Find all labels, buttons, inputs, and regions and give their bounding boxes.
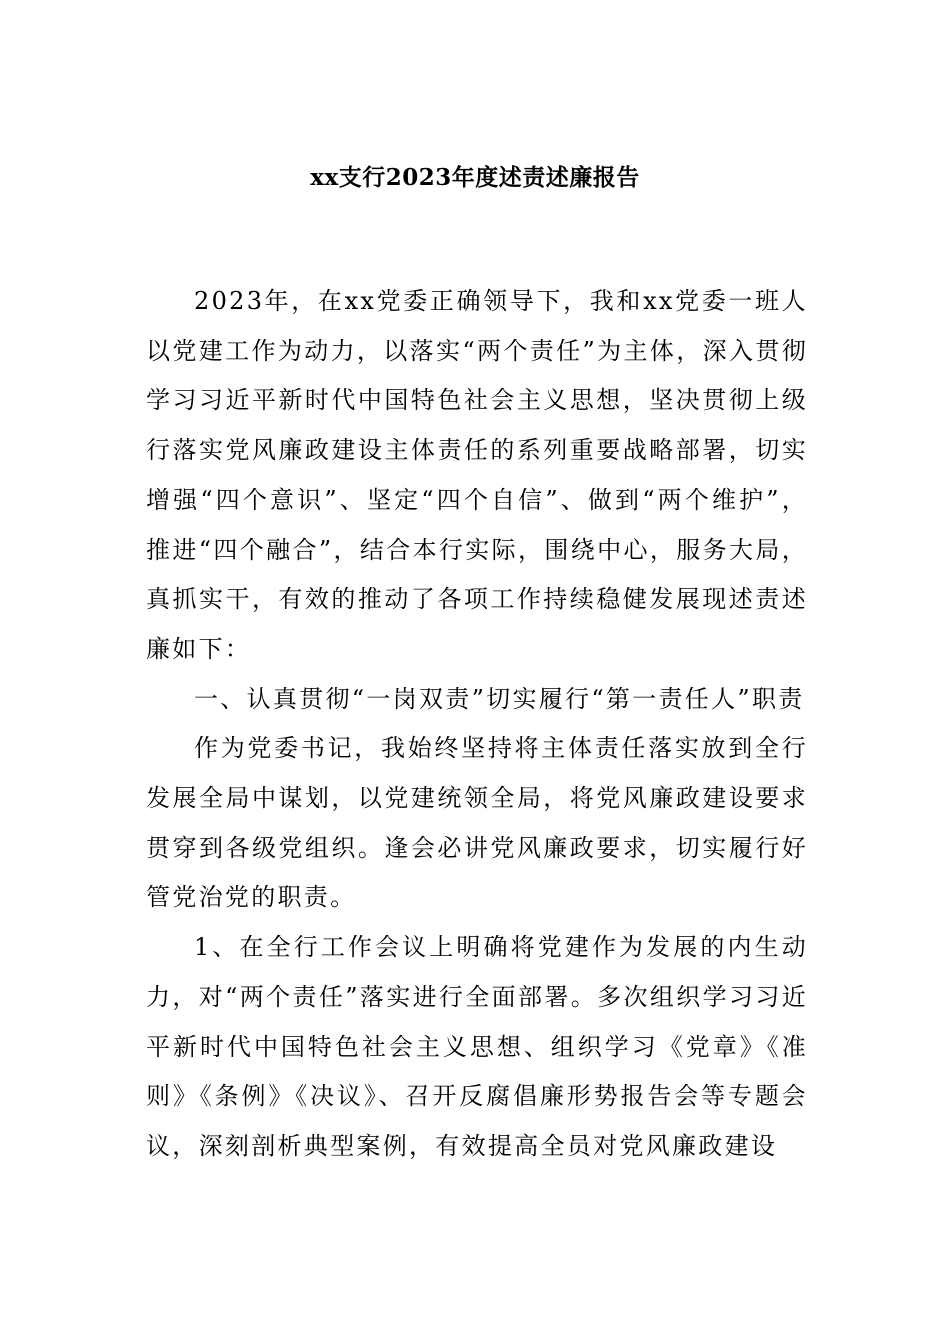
paragraph-item-1: 1、在全行工作会议上明确将党建作为发展的内生动力，对“两个责任”落实进行全面部署。多次组织学习习近平新时代中国特色社会主义思想、组织学习《党章》《准则》《条例》《决议》、召开反腐倡廉形势报告会等专题会议，深刻剖析典型案例，有效提高全员对党风廉政建设 [146,933,808,1160]
document-title: xx支行2023年度述责述廉报告 [310,164,640,191]
paragraph-section-1: 作为党委书记，我始终坚持将主体责任落实放到全行发展全局中谋划，以党建统领全局，将党风廉政建设要求贯穿到各级党组织。逢会必讲党风廉政要求，切实履行好管党治党的职责。 [146,734,808,912]
document-body [146,277,808,1172]
paragraph-intro: 2023年，在xx党委正确领导下，我和xx党委一班人以党建工作为动力，以落实“两个责任”为主体，深入贯彻学习习近平新时代中国特色社会主义思想，坚决贯彻上级行落实党风廉政建设主体责任的系列重要战略部署，切实增强“四个意识”、坚定“四个自信”、做到“两个维护”，推进“四个融合”，结合本行实际，围绕中心，服务大局，真抓实干，有效的推动了各项工作持续稳健发展现述责述廉如下： [146,287,808,663]
section-heading-1: 一、认真贯彻“一岗双责”切实履行“第一责任人”职责 [194,684,805,713]
